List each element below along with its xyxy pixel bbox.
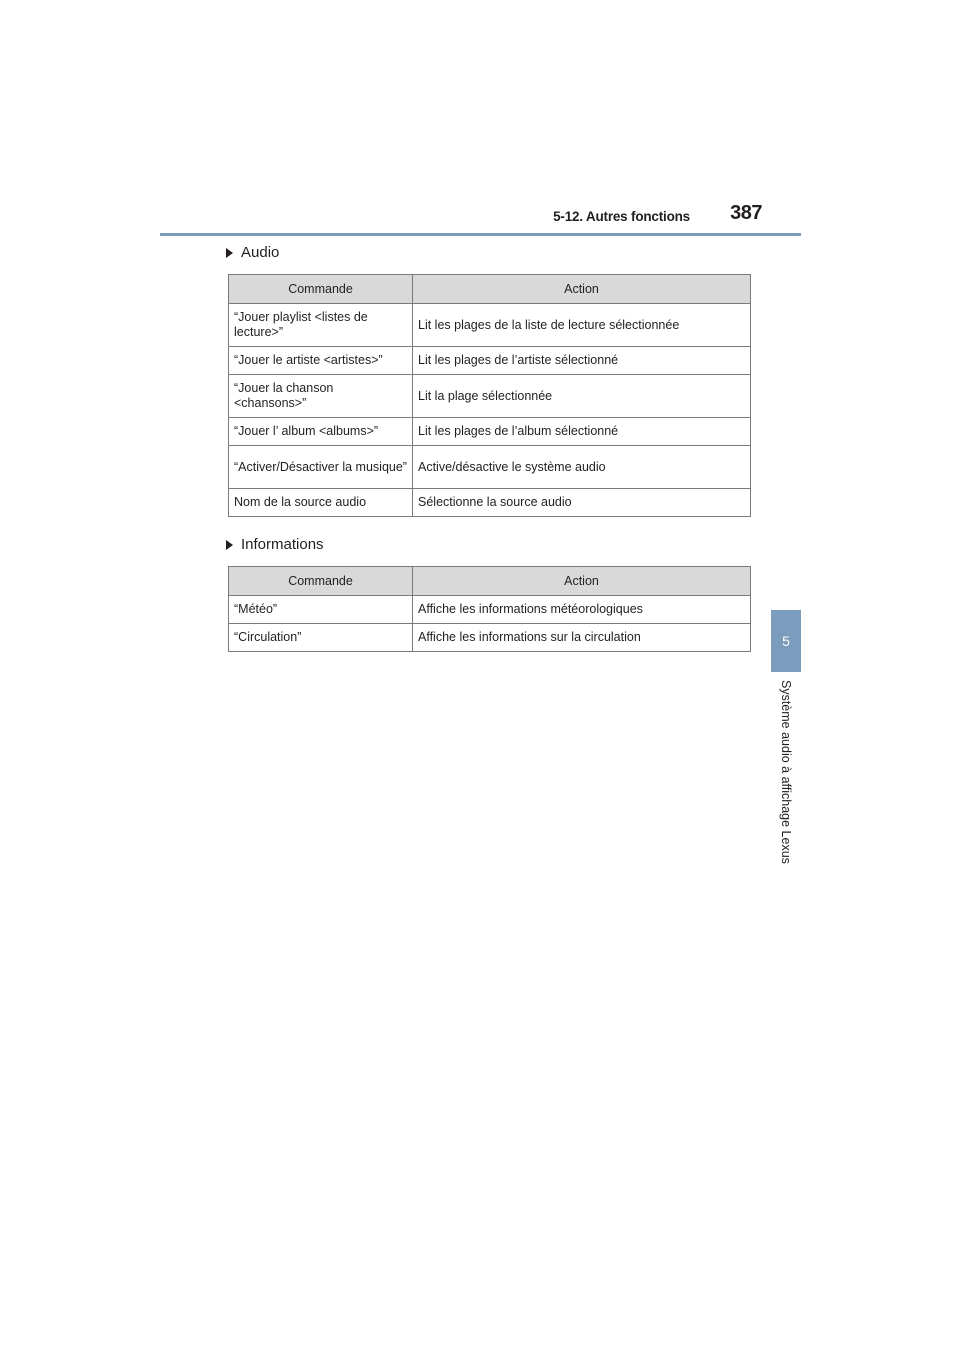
action-cell: Lit les plages de la liste de lecture sélectionnée [413, 304, 751, 347]
action-cell: Affiche les informations météorologiques [413, 596, 751, 624]
command-cell: “Jouer le artiste <artistes>” [229, 347, 413, 375]
column-header-action: Action [413, 275, 751, 304]
table-row [229, 304, 751, 347]
chapter-number: 5 [782, 633, 790, 649]
page-number: 387 [730, 202, 762, 224]
action-cell: Active/désactive le système audio [413, 446, 751, 489]
action-cell: Lit les plages de l’artiste sélectionné [413, 347, 751, 375]
audio-title-text: Audio [241, 244, 280, 261]
informations-command-table [228, 566, 751, 652]
command-cell: “Jouer playlist <listes de lecture>” [229, 304, 413, 347]
section-heading: 5-12. Autres fonctions [553, 209, 690, 224]
table-header-row [229, 567, 751, 596]
action-cell: Lit la plage sélectionnée [413, 375, 751, 418]
table-row [229, 489, 751, 517]
command-cell: “Activer/Désactiver la musique” [229, 446, 413, 489]
table-row [229, 418, 751, 446]
column-header-command: Commande [229, 275, 413, 304]
table-header-row [229, 275, 751, 304]
command-cell: “Jouer l’ album <albums>” [229, 418, 413, 446]
command-cell: “Circulation” [229, 624, 413, 652]
triangle-bullet-icon [226, 248, 233, 258]
table-row [229, 446, 751, 489]
command-cell: “Jouer la chanson <chansons>” [229, 375, 413, 418]
command-cell: Nom de la source audio [229, 489, 413, 517]
audio-section-title [226, 244, 279, 261]
table-row [229, 624, 751, 652]
informations-title-text: Informations [241, 536, 324, 553]
informations-section-title [226, 536, 324, 553]
action-cell: Affiche les informations sur la circulation [413, 624, 751, 652]
chapter-tab [771, 610, 801, 672]
table-row [229, 596, 751, 624]
action-cell: Lit les plages de l’album sélectionné [413, 418, 751, 446]
triangle-bullet-icon [226, 540, 233, 550]
column-header-action: Action [413, 567, 751, 596]
audio-command-table [228, 274, 751, 517]
column-header-command: Commande [229, 567, 413, 596]
header-divider [160, 233, 801, 236]
chapter-title: Système audio à affichage Lexus [779, 680, 793, 864]
action-cell: Sélectionne la source audio [413, 489, 751, 517]
command-cell: “Météo” [229, 596, 413, 624]
table-row [229, 375, 751, 418]
table-row [229, 347, 751, 375]
